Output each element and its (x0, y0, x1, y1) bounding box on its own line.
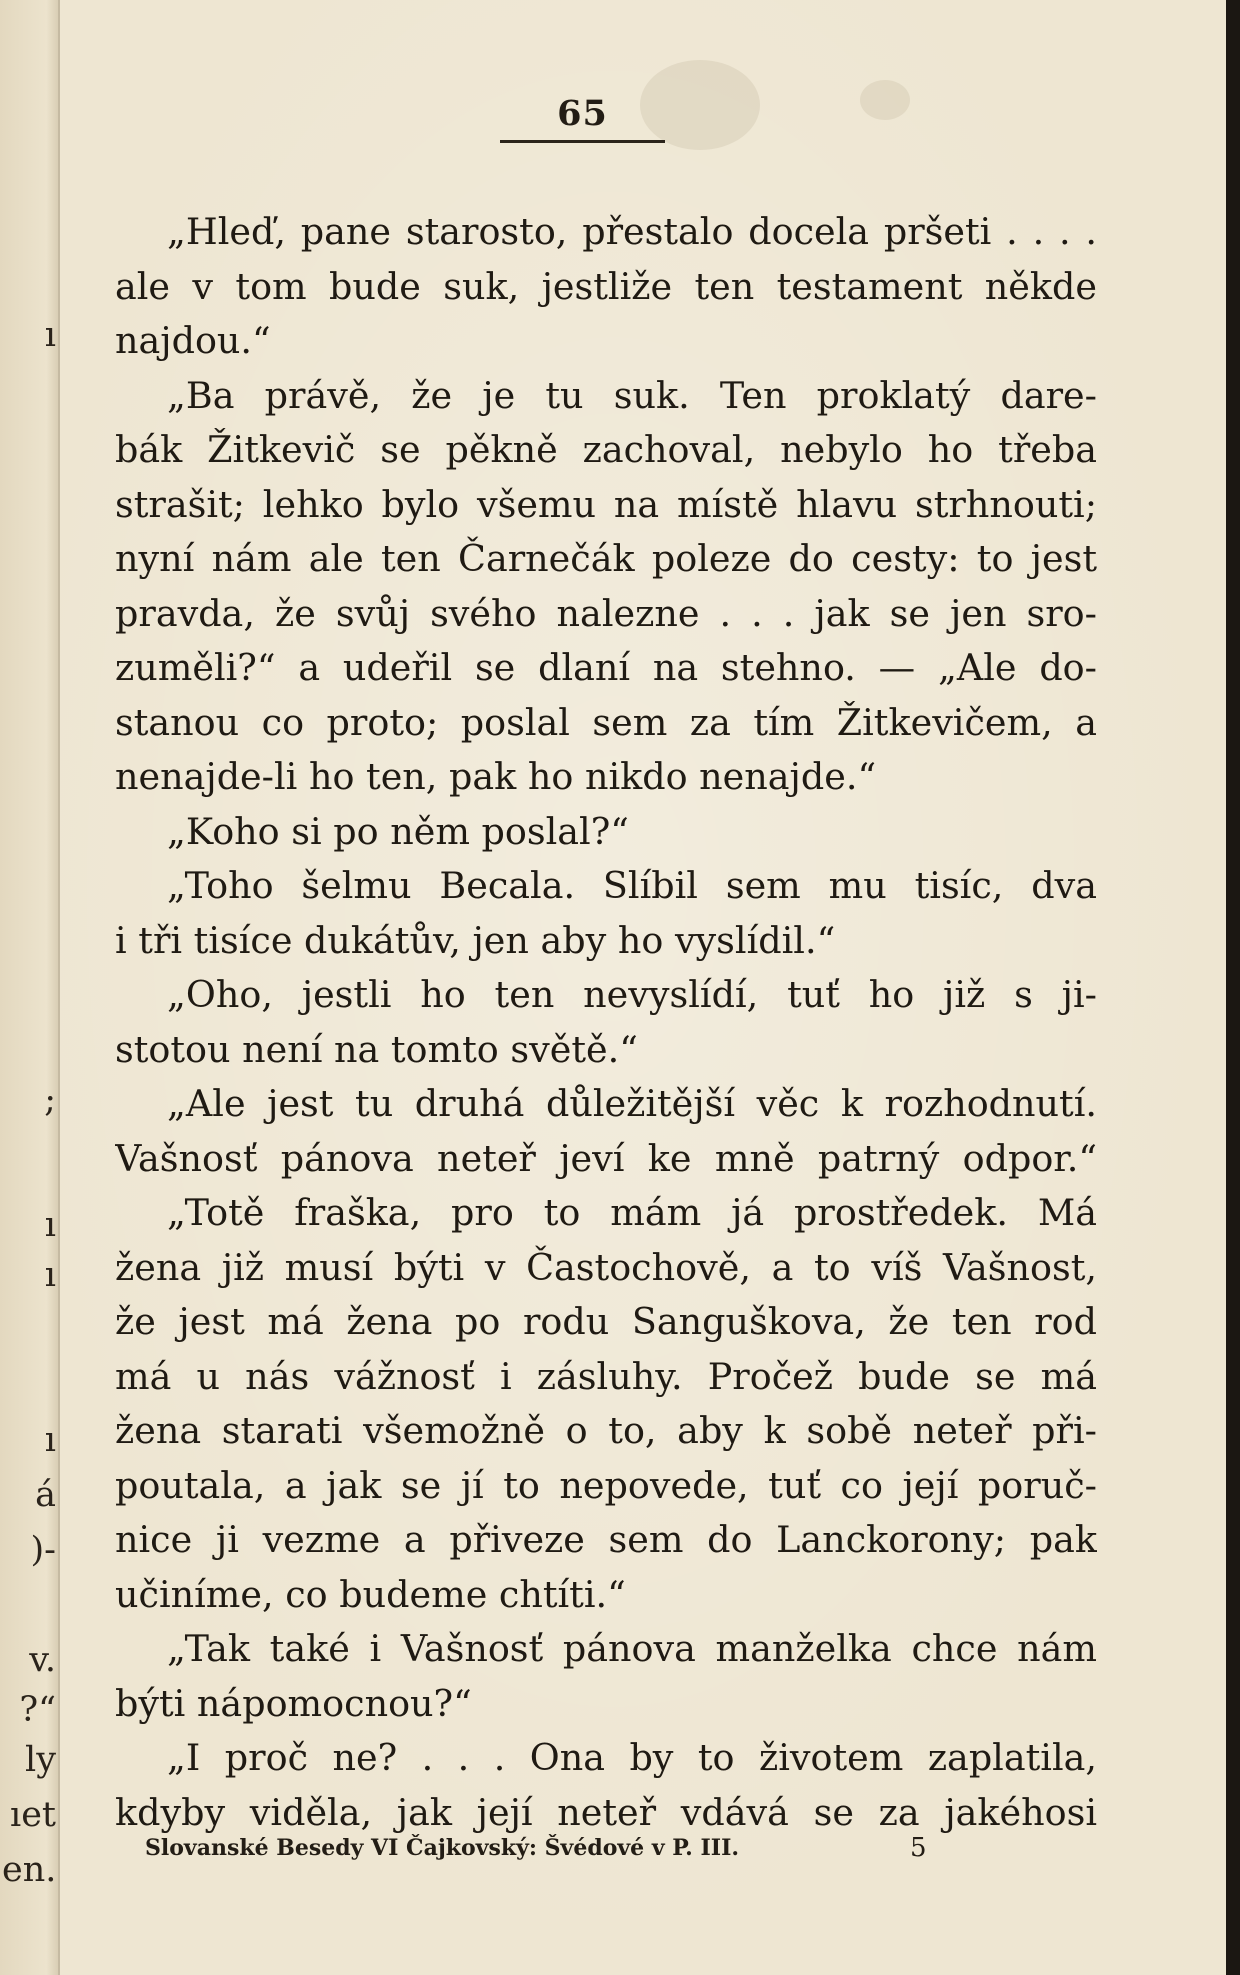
previous-page-fragment: ; (44, 1080, 56, 1120)
previous-page-fragment: ı (44, 1255, 56, 1295)
text-line: „Koho si po něm poslal?“ (167, 809, 629, 853)
text-line: stanou co proto; poslal sem za tím Žitkevičem, a (115, 700, 1097, 744)
page-footer (145, 1832, 935, 1864)
text-line: žena starati všemožně o to, aby k sobě neteř při- (115, 1409, 1097, 1452)
sheet-number: 5 (910, 1833, 927, 1863)
text-line: kdyby viděla, jak její neteř vdává se za jakéhosi (115, 1790, 1097, 1834)
previous-page-fragment: ı (44, 1205, 56, 1245)
text-line: ale v tom bude suk, jestliže ten testament někde (115, 264, 1097, 308)
page-header (500, 92, 665, 143)
text-line: „Toho šelmu Becala. Slíbil sem mu tisíc, dva (167, 864, 1097, 907)
header-rule (500, 140, 665, 143)
paper-stain (860, 80, 910, 120)
previous-page-fragment: )- (30, 1530, 56, 1570)
previous-page-fragment: en. (2, 1850, 56, 1890)
previous-page-fragment: ı (44, 1420, 56, 1460)
previous-page-fragment: ly (25, 1740, 56, 1780)
text-line: Vašnosť pánova neteř jeví ke mně patrný odpor.“ (115, 1136, 1097, 1180)
text-line: má u nás vážnosť i zásluhy. Pročež bude se má (115, 1354, 1097, 1398)
text-line: učiníme, co budeme chtíti.“ (115, 1572, 626, 1616)
previous-page-fragment: ı (44, 315, 56, 355)
text-line: „I proč ne? . . . Ona by to životem zaplatila, (167, 1736, 1097, 1779)
text-line: „Oho, jestli ho ten nevyslídí, tuť ho již s ji- (167, 973, 1097, 1016)
previous-page-fragment: á (35, 1475, 56, 1515)
text-line: „Tak také i Vašnosť pánova manželka chce nám (167, 1627, 1097, 1670)
text-line: „Ale jest tu druhá důležitější věc k rozhodnutí. (167, 1082, 1097, 1125)
text-line: „Totě fraška, pro to mám já prostředek. Má (167, 1191, 1097, 1234)
text-line: poutala, a jak se jí to nepovede, tuť co její poruč- (115, 1463, 1097, 1507)
previous-page-edge (0, 0, 60, 1975)
text-line: i tři tisíce dukátův, jen aby ho vyslídil.“ (115, 918, 836, 962)
text-line: strašit; lehko bylo všemu na místě hlavu strhnouti; (115, 482, 1097, 526)
text-line: býti nápomocnou?“ (115, 1681, 472, 1725)
previous-page-fragment: ıet (10, 1795, 56, 1835)
text-line: pravda, že svůj svého nalezne . . . jak se jen sro- (115, 591, 1097, 635)
previous-page-fragment: v. (29, 1640, 56, 1680)
text-line: žena již musí býti v Častochově, a to víš Vašnost, (115, 1245, 1097, 1289)
body-text (115, 205, 1097, 1840)
text-line: „Hleď, pane starosto, přestalo docela pršeti . . . . (167, 210, 1097, 253)
text-line: „Ba právě, že je tu suk. Ten proklatý dare- (167, 373, 1097, 417)
text-line: stotou není na tomto světě.“ (115, 1027, 638, 1071)
text-line: nenajde-li ho ten, pak ho nikdo nenajde.“ (115, 755, 877, 798)
text-line: najdou.“ (115, 319, 271, 362)
page-number: 65 (557, 93, 608, 134)
text-line: nyní nám ale ten Čarnečák poleze do cesty: to jest (115, 537, 1097, 580)
text-line: nice ji vezme a přiveze sem do Lanckorony; pak (115, 1518, 1097, 1561)
text-line: že jest má žena po rodu Sanguškova, že ten rod (115, 1300, 1097, 1343)
text-line: bák Žitkevič se pěkně zachoval, nebylo ho třeba (115, 428, 1097, 471)
text-line: zuměli?“ a udeřil se dlaní na stehno. — „Ale do- (115, 646, 1097, 689)
footer-signature: Slovanské Besedy VI Čajkovský: Švédové v P. III. (145, 1835, 740, 1861)
previous-page-fragment: ?“ (19, 1690, 56, 1730)
